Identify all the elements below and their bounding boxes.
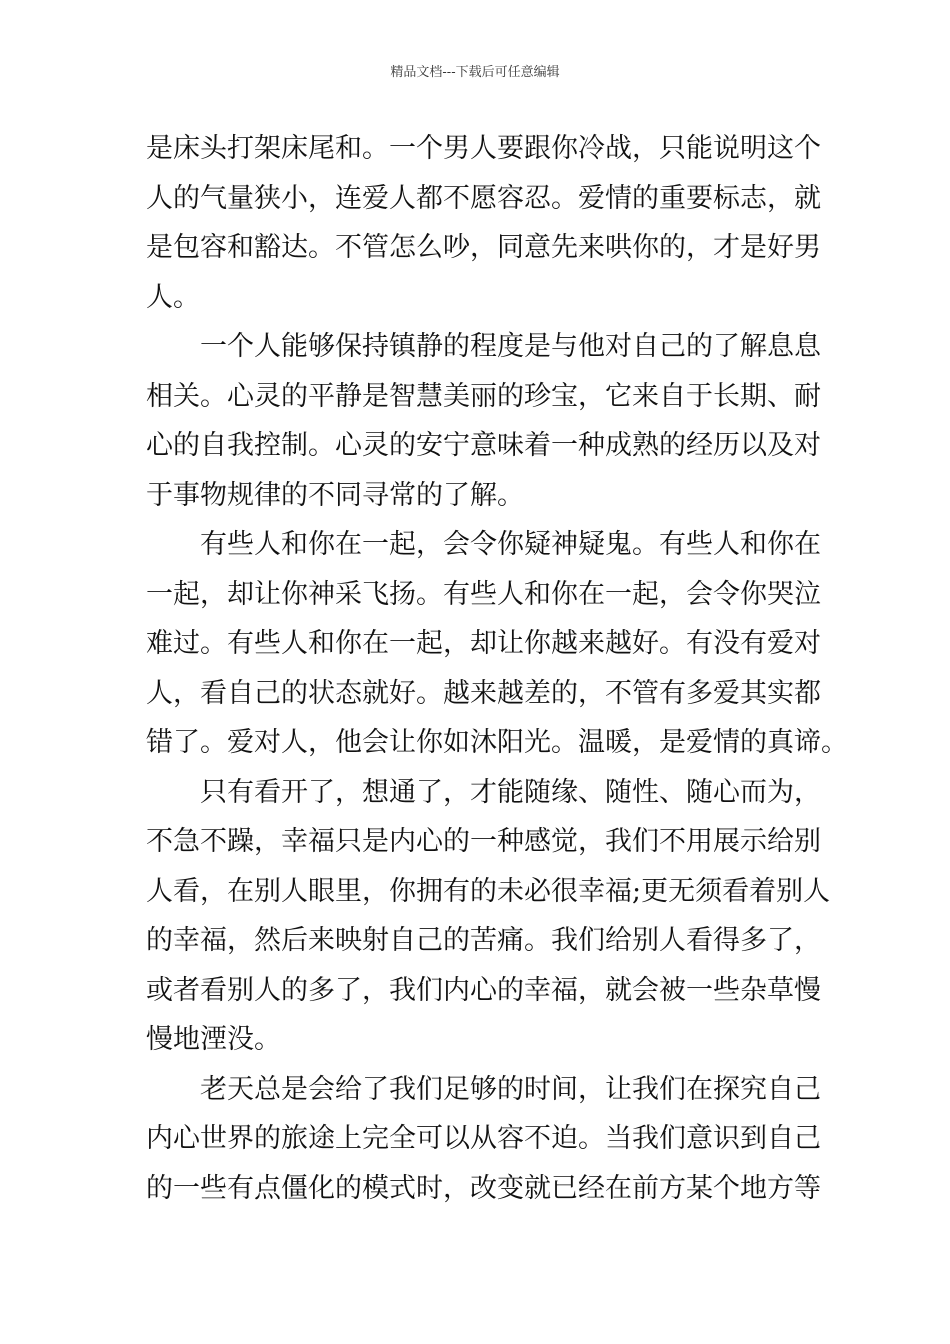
text-line: 或者看别人的多了，我们内心的幸福，就会被一些杂草慢 [146, 974, 821, 1006]
text-line: 人。 [146, 281, 200, 313]
text-line: 的一些有点僵化的模式时，改变就已经在前方某个地方等 [146, 1172, 821, 1204]
text-line: 老天总是会给了我们足够的时间，让我们在探究自己 [146, 1073, 821, 1105]
text-line: 只有看开了，想通了，才能随缘、随性、随心而为， [146, 776, 821, 808]
text-line: 一起，却让你神采飞扬。有些人和你在一起，会令你哭泣 [146, 578, 821, 610]
text-line: 人的气量狭小，连爱人都不愿容忍。爱情的重要标志，就 [146, 182, 821, 214]
text-line: 于事物规律的不同寻常的了解。 [146, 479, 524, 511]
text-line: 相关。心灵的平静是智慧美丽的珍宝，它来自于长期、耐 [146, 380, 821, 412]
text-line: 一个人能够保持镇静的程度是与他对自己的了解息息 [146, 331, 821, 362]
text-line: 心的自我控制。心灵的安宁意味着一种成熟的经历以及对 [146, 430, 821, 461]
text-line: 有些人和你在一起，会令你疑神疑鬼。有些人和你在 [146, 529, 821, 560]
page-header: 精品文档---下载后可任意编辑 [390, 65, 560, 80]
text-line: 是床头打架床尾和。一个男人要跟你冷战，只能说明这个 [146, 133, 821, 164]
text-line: 内心世界的旅途上完全可以从容不迫。当我们意识到自己 [146, 1123, 821, 1154]
text-line: 是包容和豁达。不管怎么吵，同意先来哄你的，才是好男 [146, 232, 821, 263]
text-line: 人，看自己的状态就好。越来越差的，不管有多爱其实都 [146, 677, 821, 709]
text-line: 慢地湮没。 [146, 1024, 281, 1055]
text-line: 的幸福，然后来映射自己的苦痛。我们给别人看得多了， [146, 925, 821, 956]
text-line: 难过。有些人和你在一起，却让你越来越好。有没有爱对 [146, 628, 821, 659]
text-line: 错了。爱对人，他会让你如沐阳光。温暖，是爱情的真谛。 [146, 727, 848, 758]
text-line: 人看，在别人眼里，你拥有的未必很幸福;更无须看着别人 [146, 875, 831, 907]
document-body [146, 124, 848, 1213]
text-line: 不急不躁，幸福只是内心的一种感觉，我们不用展示给别 [146, 826, 821, 857]
